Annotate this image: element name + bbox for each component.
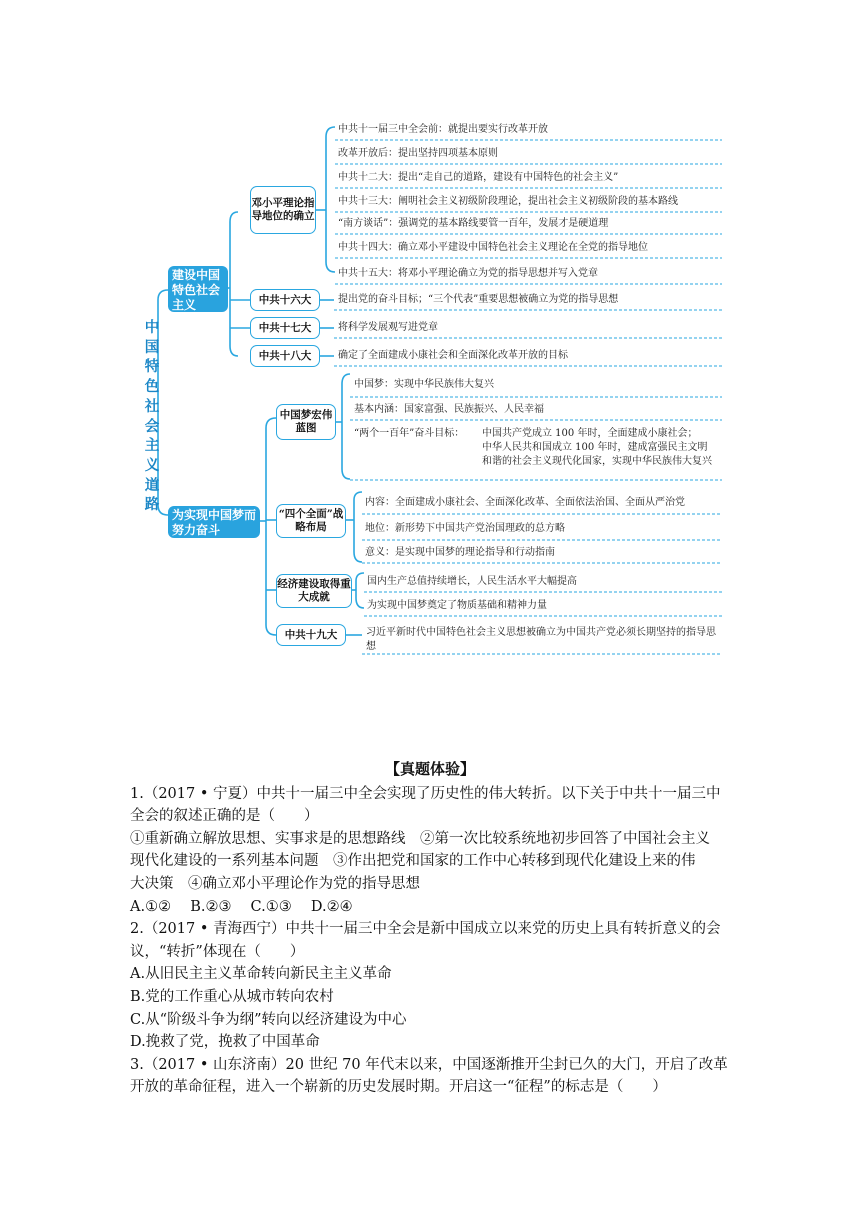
question-line: 3.（2017 • 山东济南）20 世纪 70 年代末以来，中国逐渐推开尘封已久的大门，开启了改革: [130, 1056, 728, 1073]
section-title: 【真题体验】: [384, 760, 475, 778]
leaf-text: 地位：新形势下中国共产党治国理政的总方略: [365, 523, 565, 534]
answer-option: D.挽救了党，挽救了中国革命: [130, 1034, 320, 1051]
leaf-text: “两个一百年”奋斗目标：: [354, 428, 465, 439]
question-line: 全会的叙述正确的是（ ）: [130, 808, 319, 825]
leaf-text: 中共十一届三中全会前：就提出要实行改革开放: [338, 124, 548, 135]
question-line: 议，“转折”体现在（ ）: [130, 943, 305, 960]
question-line: 开放的革命征程，进入一个崭新的历史发展时期。开启这一“征程”的标志是（ ）: [130, 1079, 667, 1096]
question-line: 2.（2017 • 青海西宁）中共十一届三中全会是新中国成立以来党的历史上具有转折意义的会: [130, 921, 721, 938]
leaf-text: 习近平新时代中国特色社会主义思想被确立为中国共产党必须长期坚持的指导思想: [366, 627, 716, 652]
leaf-text: 确定了全面建成小康社会和全面深化改革开放的目标: [338, 350, 568, 361]
topic-chinese-dream: 为实现中国梦而努力奋斗: [168, 506, 260, 538]
node-label: 中共十八大: [258, 349, 312, 362]
leaf-text: 为实现中国梦奠定了物质基础和精神力量: [367, 600, 547, 611]
node-deng-theory: [250, 186, 316, 234]
leaf-text: 意义：是实现中国梦的理论指导和行动指南: [365, 547, 555, 558]
leaf-text: 将科学发展观写进党章: [338, 322, 438, 333]
answer-options: A.①② B.②③ C.①③ D.②④: [130, 898, 353, 915]
node-16th-congress: [250, 289, 320, 311]
answer-option: B.党的工作重心从城市转向农村: [130, 988, 334, 1005]
node-four-comprehensives: [276, 504, 346, 538]
leaf-text: 提出党的奋斗目标；“三个代表”重要思想被确立为党的指导思想: [338, 294, 619, 305]
question-line: ①重新确立解放思想、实事求是的思想路线 ②第一次比较系统地初步回答了中国社会主义: [130, 830, 710, 847]
exam-questions: [130, 758, 730, 1099]
node-18th-congress: [250, 345, 320, 367]
mind-map-title: 中国特色社会主义道路: [144, 319, 160, 514]
leaf-text: 中国梦：实现中华民族伟大复兴: [354, 379, 494, 390]
node-label: 中共十六大: [258, 293, 312, 306]
node-economic-achievements: [276, 574, 352, 608]
leaf-text: 中共十三大：阐明社会主义初级阶段理论，提出社会主义初级阶段的基本路线: [338, 196, 678, 207]
leaf-text: 中国共产党成立 100 年时，全面建成小康社会；: [482, 428, 698, 439]
question-line: 现代化建设的一系列基本问题 ③作出把党和国家的工作中心转移到现代化建设上来的伟: [130, 853, 696, 870]
leaf-text: 中共十五大：将邓小平理论确立为党的指导思想并写入党章: [338, 268, 598, 279]
topic-build-socialism: 建设中国特色社会主义: [168, 266, 228, 312]
leaf-text: 改革开放后：提出坚持四项基本原则: [338, 148, 498, 159]
question-line: 1.（2017 • 宁夏）中共十一届三中全会实现了历史性的伟大转折。以下关于中共十一届三中: [130, 785, 721, 802]
leaf-text: 内容：全面建成小康社会、全面深化改革、全面依法治国、全面从严治党: [365, 497, 685, 508]
node-dream-blueprint: [276, 404, 336, 440]
node-label: “四个全面”战略布局: [278, 508, 344, 533]
node-19th-congress: [276, 624, 346, 646]
leaf-text: 国内生产总值持续增长，人民生活水平大幅提高: [367, 576, 577, 587]
node-17th-congress: [250, 317, 320, 339]
leaf-text: 中共十二大：提出“走自己的道路，建设有中国特色的社会主义”: [338, 172, 619, 183]
node-label: 邓小平理论指导地位的确立: [251, 197, 315, 222]
node-label: 中共十九大: [284, 628, 338, 641]
leaf-text: 中共十四大：确立邓小平建设中国特色社会主义理论在全党的指导地位: [338, 242, 648, 253]
node-label: 中国梦宏伟蓝图: [279, 409, 333, 434]
leaf-text: 基本内涵：国家富强、民族振兴、人民幸福: [354, 404, 544, 415]
question-line: 大决策 ④确立邓小平理论作为党的指导思想: [130, 875, 420, 892]
node-label: 经济建设取得重大成就: [277, 578, 351, 603]
answer-option: C.从“阶级斗争为纲”转向以经济建设为中心: [130, 1011, 407, 1028]
leaf-text: “南方谈话”：强调党的基本路线要管一百年，发展才是硬道理: [338, 218, 609, 229]
node-label: 中共十七大: [258, 321, 312, 334]
leaf-text: 中华人民共和国成立 100 年时，建成富强民主文明和谐的社会主义现代化国家，实现中华民族伟大复兴: [482, 442, 712, 467]
answer-option: A.从旧民主主义革命转向新民主主义革命: [130, 966, 392, 983]
